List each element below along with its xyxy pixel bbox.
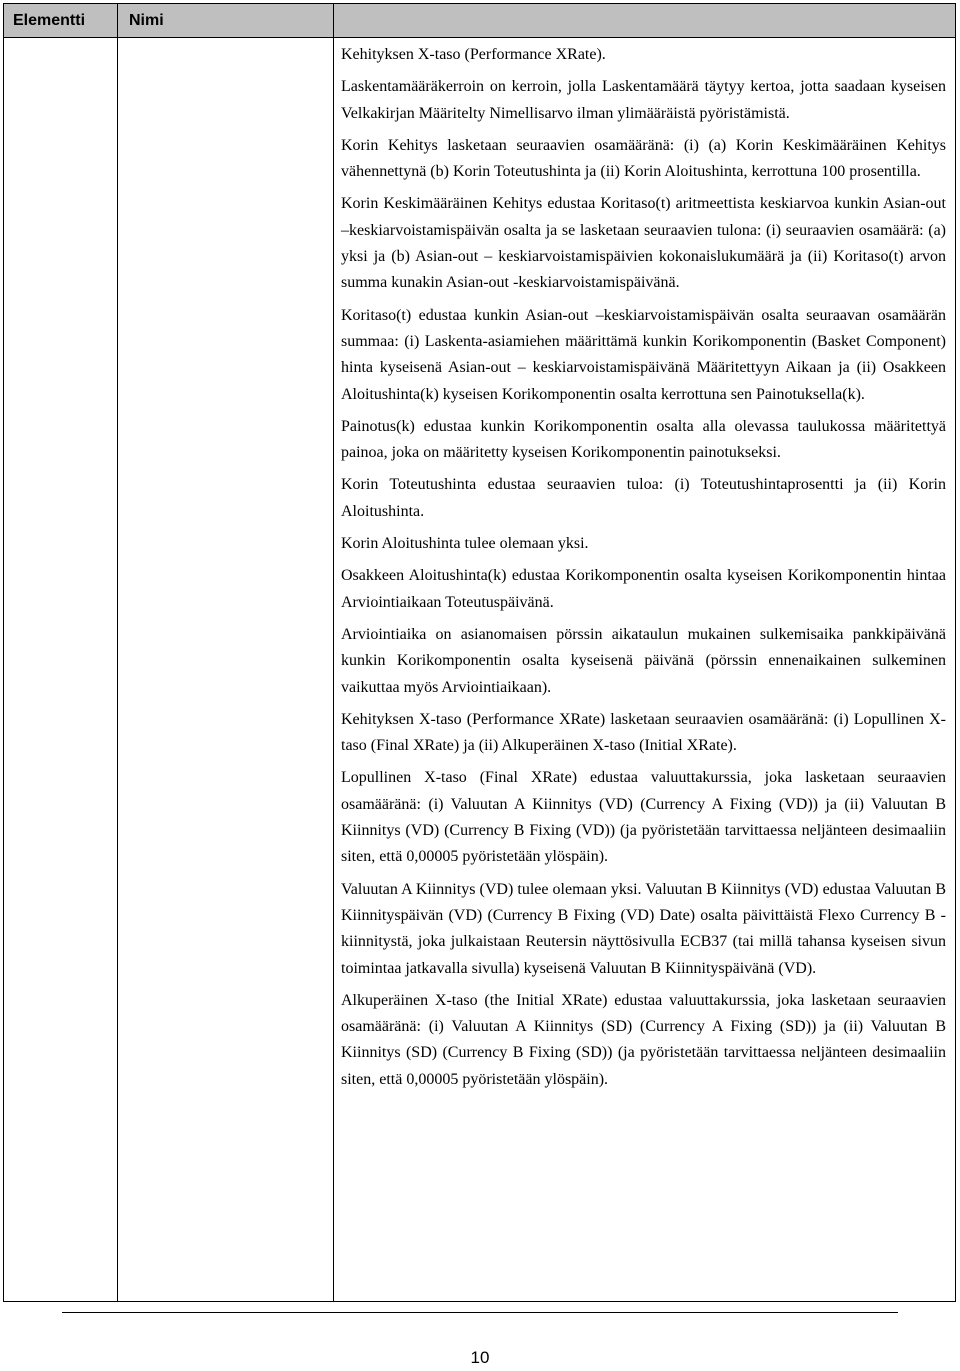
definition-cell (341, 42, 946, 1099)
column-divider-1 (117, 4, 118, 1301)
paragraph-laskentamaarakerroin: Laskentamääräkerroin on kerroin, jolla Laskentamäärä täytyy kertoa, jotta saadaan kyseisen Velkakirjan Määritelty Nimellisarvo ilman ylimääräistä pyöristämistä. (341, 78, 946, 122)
paragraph-koritaso: Koritaso(t) edustaa kunkin Asian-out –keskiarvoistamispäivän osalta seuraavan osamäärän summaa: (i) Laskenta-asiamiehen määrittämä kunkin Korikomponentin (Basket Component) hinta kyseisenä Asian-out – keskiarvoistamispäivänä Määritettyyn Aikaan ja (ii) Osakkeen Aloitushinta(k) kyseisen Korikomponentin osalta kerrottuna sen Painotuksella(k). (341, 306, 946, 403)
column-divider-2 (333, 4, 334, 1301)
paragraph-korin-keskimaarainen-kehitys: Korin Keskimääräinen Kehitys edustaa Koritaso(t) aritmeettista keskiarvoa kunkin Asian-out –keskiarvoistamispäivän osalta ja se lasketaan seuraavien tulona: (i) seuraavien osamäärä: (a) yksi ja (b) Asian-out – keskiarvoistamispäivien kokonaislukumäärä ja (ii) Koritaso(t) arvon summa kunakin Asian-out -keskiarvoistamispäivänä. (341, 195, 946, 292)
paragraph-valuutan-kiinnitys: Valuutan A Kiinnitys (VD) tulee olemaan yksi. Valuutan B Kiinnitys (VD) edustaa Valuutan B Kiinnityspäivän (VD) (Currency B Fixing (VD) Date) osalta päivittäistä Flexo Currency B -kiinnitystä, joka julkaistaan Reutersin näyttösivulla ECB37 (tai millä tahansa kyseisen sivun toimintaa jatkavalla sivulla) kyseisenä Valuutan B Kiinnityspäivänä (VD). (341, 880, 946, 977)
paragraph-performance-xrate-continued: Kehityksen X-taso (Performance XRate). (341, 46, 606, 63)
header-nimi: Nimi (129, 12, 164, 29)
paragraph-osakkeen-aloitushinta: Osakkeen Aloitushinta(k) edustaa Korikomponentin osalta kyseisen Korikomponentin hintaa Arviointiaikaan Toteutuspäivänä. (341, 567, 946, 611)
paragraph-korin-kehitys: Korin Kehitys lasketaan seuraavien osamääränä: (i) (a) Korin Keskimääräinen Kehitys vähennettynä (b) Korin Toteutushinta ja (ii) Korin Aloitushinta, kerrottuna 100 prosentilla. (341, 136, 946, 181)
paragraph-alkuperainen-x-taso: Alkuperäinen X-taso (the Initial XRate) edustaa valuuttakurssia, joka lasketaan seuraavien osamääränä: (i) Valuutan A Kiinnitys (SD) (Currency A Fixing (SD)) ja (ii) Valuutan B Kiinnitys (SD) (Currency B Fixing (SD)) (ja pyöristetään tarvittaessa neljänteen desimaaliin siten, että 0,00005 pyöristetään ylöspäin). (341, 991, 946, 1088)
paragraph-painotus: Painotus(k) edustaa kunkin Korikomponentin osalta alla olevassa taulukossa määritettyä painoa, joka on määritetty kyseisen Korikomponentin painotukseksi. (341, 417, 946, 462)
page-number: 10 (470, 1348, 490, 1367)
paragraph-korin-toteutushinta: Korin Toteutushinta edustaa seuraavien tuloa: (i) Toteutushintaprosentti ja (ii) Korin Aloitushinta. (341, 476, 946, 520)
table-header-row (4, 4, 955, 38)
paragraph-lopullinen-x-taso: Lopullinen X-taso (Final XRate) edustaa valuuttakurssia, joka lasketaan seuraavien osamääränä: (i) Valuutan A Kiinnitys (VD) (Currency A Fixing (VD)) ja (ii) Valuutan B Kiinnitys (VD) (Currency B Fixing (VD)) (ja pyöristetään tarvittaessa neljänteen desimaaliin siten, että 0,00005 pyöristetään ylöspäin). (341, 769, 946, 866)
paragraph-kehityksen-x-taso: Kehityksen X-taso (Performance XRate) lasketaan seuraavien osamääränä: (i) Lopullinen X-taso (Final XRate) ja (ii) Alkuperäinen X-taso (Initial XRate). (341, 710, 946, 755)
paragraph-korin-aloitushinta: Korin Aloitushinta tulee olemaan yksi. (341, 535, 589, 553)
definitions-table (3, 3, 956, 1302)
header-elementti: Elementti (13, 12, 86, 29)
footer-divider (62, 1312, 898, 1313)
paragraph-arviointiaika: Arviointiaika on asianomaisen pörssin aikataulun mukainen sulkemisaika pankkipäivänä kunkin Korikomponentin osalta kyseisenä päivänä (pörssin ennenaikainen sulkeminen vaikuttaa myös Arviointiaikaan). (341, 625, 946, 696)
